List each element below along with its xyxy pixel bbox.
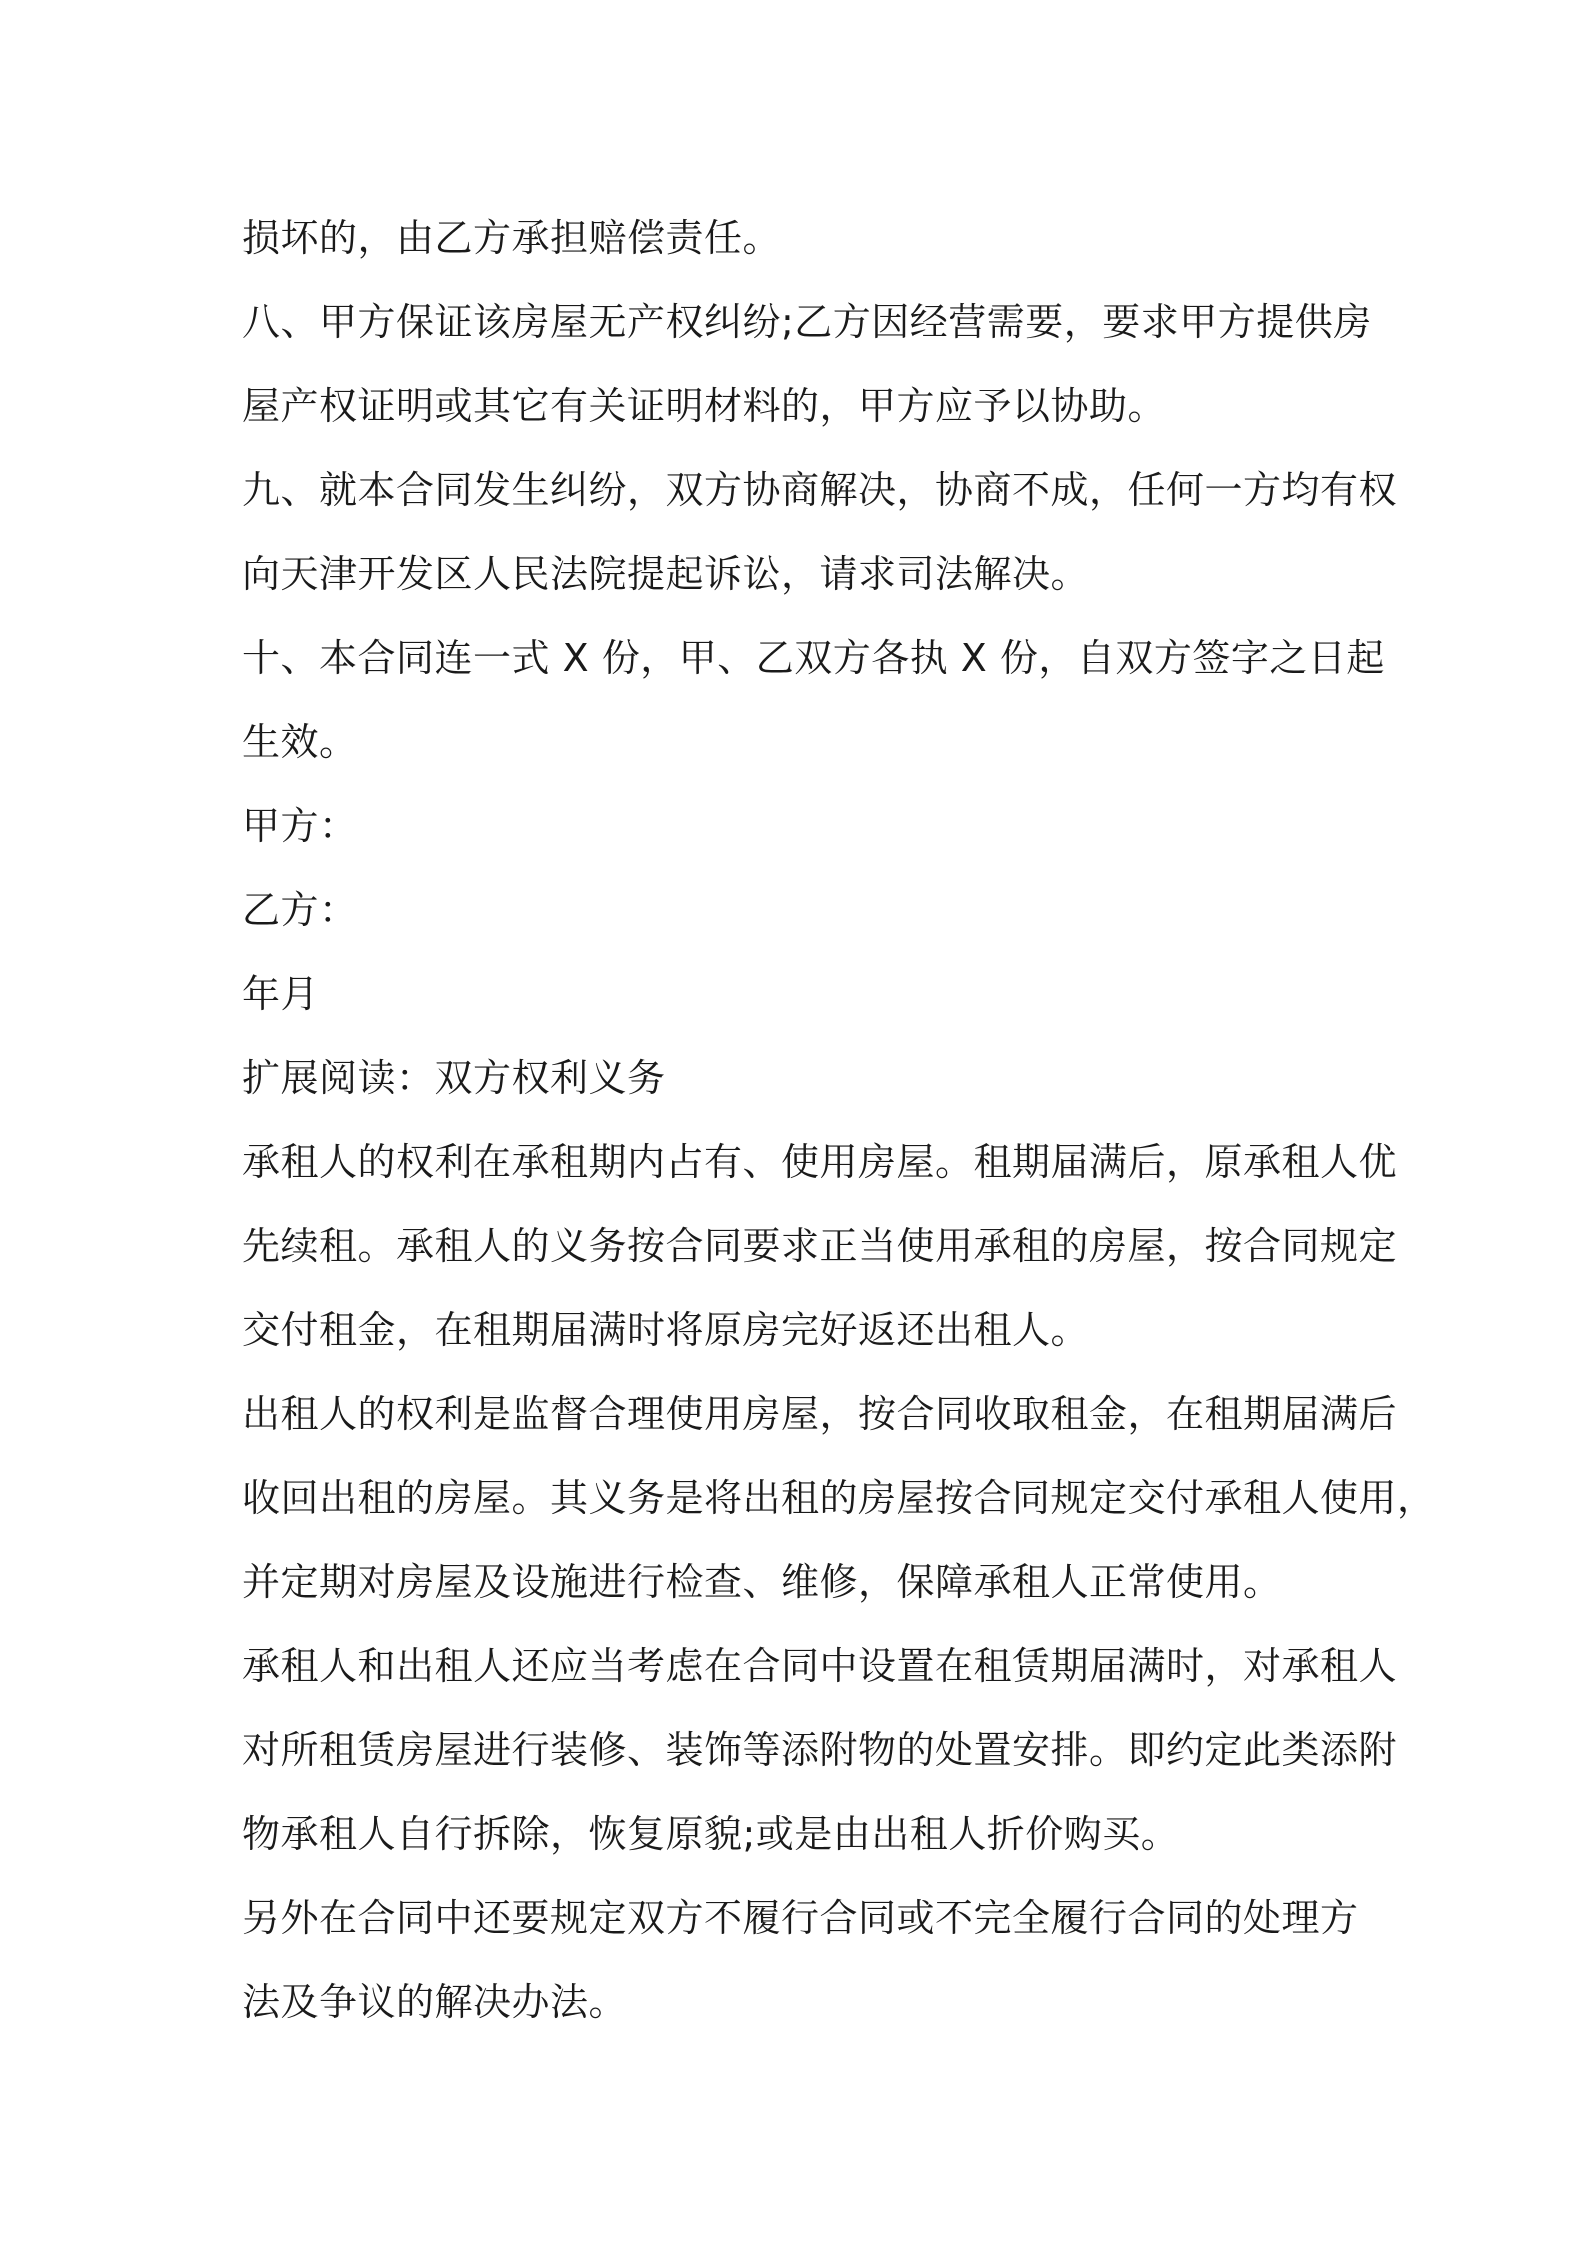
text-line-2: 八、甲方保证该房屋无产权纠纷;乙方因经营需要，要求甲方提供房 [242,300,1372,344]
text-line-19: 对所租赁房屋进行装修、装饰等添附物的处置安排。即约定此类添附 [242,1728,1398,1772]
text-line-18: 承租人和出租人还应当考虑在合同中设置在租赁期届满时，对承租人 [242,1644,1398,1688]
party-a-signature-label: 甲方： [242,804,358,848]
text-line-20: 物承租人自行拆除，恢复原貌;或是由出租人折价购买。 [242,1812,1180,1856]
party-b-signature-label: 乙方： [242,888,358,932]
date-label: 年月 [242,972,320,1016]
text-line-14: 交付租金，在租期届满时将原房完好返还出租人。 [242,1308,1090,1352]
text-line-15: 出租人的权利是监督合理使用房屋，按合同收取租金，在租期届满后 [242,1392,1398,1436]
text-line-4: 九、就本合同发生纠纷，双方协商解决，协商不成，任何一方均有权 [242,468,1398,512]
text-line-5: 向天津开发区人民法院提起诉讼，请求司法解决。 [242,552,1090,596]
text-line-1: 损坏的，由乙方承担赔偿责任。 [242,216,782,260]
text-line-12: 承租人的权利在承租期内占有、使用房屋。租期届满后，原承租人优 [242,1140,1398,1184]
text-line-13: 先续租。承租人的义务按合同要求正当使用承租的房屋，按合同规定 [242,1224,1398,1268]
document-body [242,196,1436,2044]
text-line-6: 十、本合同连一式 X 份，甲、乙双方各执 X 份，自双方签字之日起 [242,636,1385,680]
text-line-16: 收回出租的房屋。其义务是将出租的房屋按合同规定交付承租人使用， [242,1476,1436,1520]
text-line-21: 另外在合同中还要规定双方不履行合同或不完全履行合同的处理方 [242,1896,1359,1940]
text-line-22: 法及争议的解决办法。 [242,1980,628,2024]
text-line-17: 并定期对房屋及设施进行检查、维修，保障承租人正常使用。 [242,1560,1282,1604]
text-line-7: 生效。 [242,720,358,764]
text-line-3: 屋产权证明或其它有关证明材料的，甲方应予以协助。 [242,384,1167,428]
extended-reading-heading: 扩展阅读：双方权利义务 [242,1056,666,1100]
